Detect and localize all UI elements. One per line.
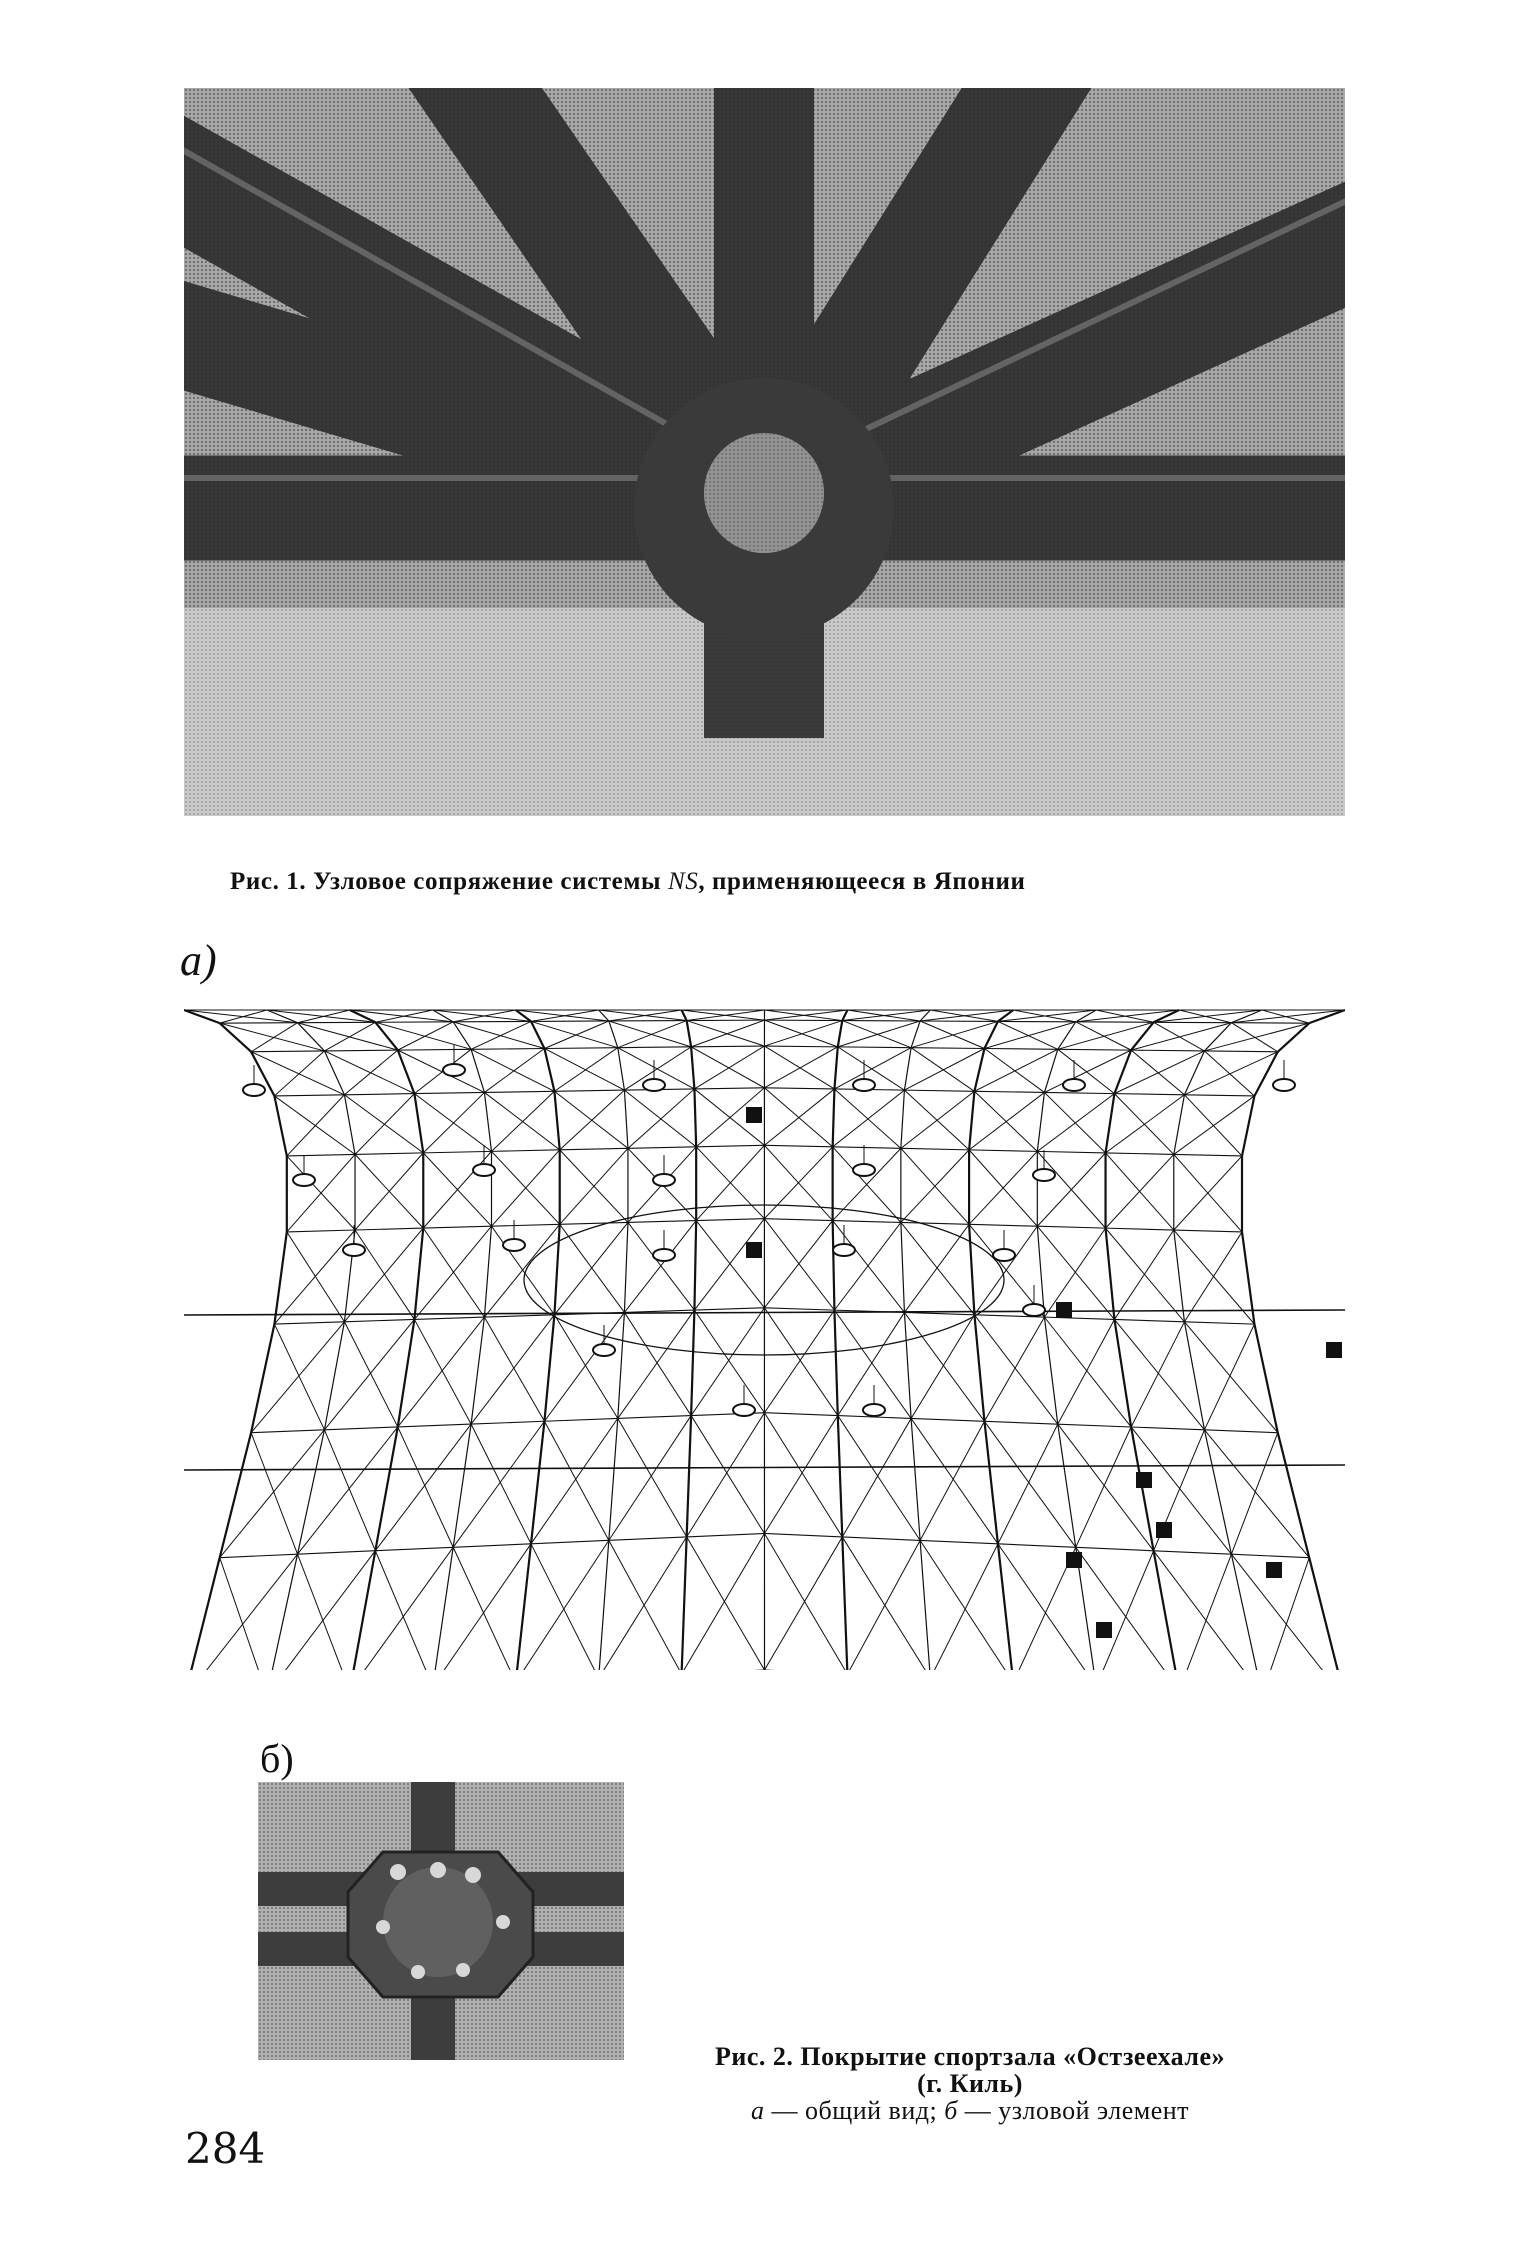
figure-1-caption-suffix: , применяющееся в Японии [698, 868, 1026, 895]
ns-node-joint-image [184, 88, 1345, 816]
figure-2b-photo [258, 1782, 624, 2060]
figure-2-caption-legend [660, 2097, 1280, 2124]
figure-2a-label: a) [180, 936, 217, 985]
legend-a-text: — общий вид; [764, 2096, 945, 2125]
figure-1-caption-text: Рис. 1. Узловое сопряжение системы [230, 868, 668, 895]
figure-2b-label: б) [260, 1736, 294, 1781]
page-number: 284 [185, 2124, 266, 2173]
roof-space-truss-drawing [184, 990, 1345, 1670]
figure-2-caption [660, 2043, 1280, 2124]
legend-b-text: — узловой элемент [957, 2096, 1190, 2125]
legend-b: б [944, 2096, 958, 2125]
figure-2a-drawing [184, 990, 1345, 1670]
figure-1-photo [184, 88, 1345, 816]
figure-1-caption-system: NS [667, 868, 699, 895]
node-element-image [258, 1782, 624, 2060]
figure-2-caption-title: Рис. 2. Покрытие спортзала «Остзеехале» [714, 2042, 1226, 2071]
legend-a: а [750, 2096, 765, 2125]
figure-2-caption-location: (г. Киль) [917, 2069, 1023, 2098]
figure-1-caption [230, 868, 1026, 896]
